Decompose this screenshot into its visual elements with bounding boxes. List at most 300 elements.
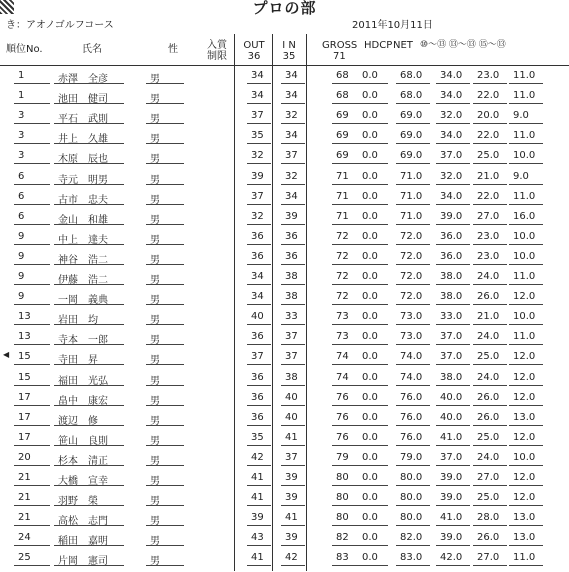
cell-underline [146, 304, 184, 305]
cell-in: 39 [285, 472, 298, 483]
cell-underline [473, 565, 507, 566]
cell-underline [14, 545, 50, 546]
cell-underline [54, 445, 124, 446]
cell-net: 79.0 [400, 451, 423, 463]
cell-underline [332, 224, 358, 225]
cell-segment1: 40.0 [440, 411, 463, 423]
cell-underline [332, 244, 358, 245]
cell-underline [281, 545, 305, 546]
cell-segment2: 24.0 [477, 451, 500, 463]
cell-gross: 76 [336, 391, 349, 403]
cell-hdcp: 0.0 [362, 90, 378, 102]
cell-underline [247, 485, 271, 486]
header-prize-line2: 制限 [207, 51, 227, 62]
cell-segment2: 26.0 [477, 391, 500, 403]
cell-name: 平石 武則 [58, 114, 108, 126]
cell-rank: 9 [18, 250, 25, 262]
cell-underline [358, 525, 388, 526]
cell-net: 71.0 [400, 170, 423, 182]
cell-sex: 男 [150, 395, 160, 407]
cell-underline [358, 284, 388, 285]
cell-net: 80.0 [400, 472, 423, 483]
cell-underline [146, 244, 184, 245]
cell-underline [396, 184, 430, 185]
margin-arrow-icon: ◀ [3, 350, 10, 359]
cell-underline [358, 364, 388, 365]
cell-underline [436, 405, 470, 406]
cell-underline [281, 244, 305, 245]
cell-underline [509, 284, 543, 285]
cell-underline [146, 565, 184, 566]
cell-underline [332, 525, 358, 526]
cell-name: 井上 久雄 [58, 134, 108, 146]
cell-out: 35 [251, 431, 264, 443]
cell-underline [332, 385, 358, 386]
cell-underline [146, 364, 184, 365]
cell-gross: 73 [336, 331, 349, 343]
cell-name: 渡辺 修 [58, 415, 98, 427]
cell-segment1: 33.0 [440, 311, 463, 323]
cell-rank: 17 [18, 391, 31, 403]
cell-underline [14, 163, 50, 164]
cell-segment3: 13.0 [513, 512, 536, 524]
cell-out: 34 [251, 70, 264, 81]
cell-underline [14, 103, 50, 104]
cell-in: 39 [285, 210, 298, 222]
cell-underline [281, 344, 305, 345]
cell-underline [247, 224, 271, 225]
cell-underline [473, 184, 507, 185]
cell-out: 36 [251, 371, 264, 383]
cell-hdcp: 0.0 [362, 331, 378, 343]
cell-underline [436, 244, 470, 245]
cell-underline [332, 83, 358, 84]
cell-gross: 80 [336, 492, 349, 504]
cell-out: 36 [251, 391, 264, 403]
cell-underline [396, 565, 430, 566]
cell-in: 38 [285, 371, 298, 383]
cell-segment3: 10.0 [513, 250, 536, 262]
cell-sex: 男 [150, 275, 160, 286]
cell-underline [14, 304, 50, 305]
cell-underline [396, 83, 430, 84]
cell-underline [436, 264, 470, 265]
cell-underline [54, 405, 124, 406]
cell-gross: 68 [336, 90, 349, 102]
cell-sex: 男 [150, 254, 160, 266]
cell-gross: 74 [336, 351, 349, 363]
cell-hdcp: 0.0 [362, 552, 378, 564]
cell-underline [436, 184, 470, 185]
cell-in: 37 [285, 451, 298, 463]
cell-out: 37 [251, 190, 264, 202]
cell-name: 岩田 均 [58, 315, 98, 327]
cell-underline [247, 465, 271, 466]
cell-underline [473, 163, 507, 164]
cell-underline [14, 244, 50, 245]
cell-gross: 72 [336, 250, 349, 262]
cell-underline [146, 344, 184, 345]
cell-gross: 79 [336, 451, 349, 463]
cell-hdcp: 0.0 [362, 411, 378, 423]
cell-underline [358, 83, 388, 84]
cell-underline [247, 385, 271, 386]
cell-underline [54, 284, 124, 285]
cell-underline [358, 324, 388, 325]
cell-underline [54, 163, 124, 164]
cell-out: 37 [251, 351, 264, 363]
cell-segment2: 27.0 [477, 472, 500, 483]
cell-underline [54, 324, 124, 325]
cell-segment2: 21.0 [477, 170, 500, 182]
cell-sex: 男 [150, 194, 160, 206]
cell-name: 一岡 義典 [58, 295, 108, 307]
cell-sex: 男 [150, 435, 160, 447]
cell-name: 畠中 康宏 [58, 395, 108, 407]
cell-segment2: 24.0 [477, 371, 500, 383]
cell-underline [509, 545, 543, 546]
cell-segment2: 26.0 [477, 291, 500, 303]
cell-segment2: 24.0 [477, 331, 500, 343]
cell-net: 82.0 [400, 532, 423, 544]
cell-hdcp: 0.0 [362, 70, 378, 81]
cell-gross: 68 [336, 70, 349, 81]
cell-underline [358, 103, 388, 104]
cell-underline [247, 545, 271, 546]
cell-segment2: 23.0 [477, 70, 500, 81]
header-in-par: 35 [282, 51, 296, 62]
cell-underline [436, 324, 470, 325]
cell-underline [396, 304, 430, 305]
cell-underline [473, 284, 507, 285]
cell-underline [281, 505, 305, 506]
cell-segment1: 41.0 [440, 431, 463, 443]
cell-underline [281, 525, 305, 526]
cell-underline [281, 163, 305, 164]
cell-segment2: 23.0 [477, 230, 500, 242]
cell-net: 76.0 [400, 391, 423, 403]
cell-segment3: 11.0 [513, 130, 536, 142]
cell-underline [281, 264, 305, 265]
cell-underline [14, 385, 50, 386]
cell-underline [473, 525, 507, 526]
cell-segment3: 12.0 [513, 472, 536, 483]
cell-gross: 76 [336, 411, 349, 423]
cell-underline [54, 425, 124, 426]
header-segments: ⑩～⑬ ⑬～⑬ ⑮～⑬ [420, 40, 506, 50]
cell-underline [281, 284, 305, 285]
cell-underline [14, 344, 50, 345]
cell-underline [281, 405, 305, 406]
cell-gross: 74 [336, 371, 349, 383]
cell-underline [509, 123, 543, 124]
cell-underline [281, 224, 305, 225]
cell-in: 40 [285, 391, 298, 403]
cell-out: 32 [251, 210, 264, 222]
cell-underline [14, 204, 50, 205]
cell-underline [396, 465, 430, 466]
cell-segment3: 12.0 [513, 291, 536, 303]
cell-segment1: 36.0 [440, 250, 463, 262]
cell-underline [509, 304, 543, 305]
cell-net: 74.0 [400, 351, 423, 363]
cell-underline [247, 103, 271, 104]
cell-gross: 71 [336, 170, 349, 182]
cell-segment3: 9.0 [513, 110, 529, 122]
cell-net: 72.0 [400, 271, 423, 282]
cell-underline [396, 425, 430, 426]
cell-net: 83.0 [400, 552, 423, 564]
cell-underline [396, 143, 430, 144]
header-in-label: I N [282, 40, 296, 51]
cell-hdcp: 0.0 [362, 291, 378, 303]
cell-out: 36 [251, 331, 264, 343]
cell-rank: 3 [18, 110, 25, 122]
cell-gross: 72 [336, 271, 349, 282]
cell-underline [509, 244, 543, 245]
cell-segment2: 24.0 [477, 271, 500, 282]
cell-underline [247, 304, 271, 305]
header-sex: 性 [168, 44, 178, 55]
cell-segment1: 34.0 [440, 190, 463, 202]
cell-underline [146, 184, 184, 185]
cell-rank: 6 [18, 190, 25, 202]
cell-underline [146, 485, 184, 486]
cell-segment2: 25.0 [477, 431, 500, 443]
cell-underline [14, 525, 50, 526]
cell-rank: 9 [18, 230, 25, 242]
cell-underline [281, 83, 305, 84]
cell-gross: 69 [336, 110, 349, 122]
cell-gross: 69 [336, 130, 349, 142]
cell-name: 寺田 昇 [58, 355, 98, 367]
cell-underline [54, 103, 124, 104]
cell-sex: 男 [150, 375, 160, 387]
cell-hdcp: 0.0 [362, 512, 378, 524]
cell-net: 69.0 [400, 150, 423, 162]
cell-underline [14, 485, 50, 486]
cell-in: 41 [285, 431, 298, 443]
cell-rank: 6 [18, 170, 25, 182]
cell-underline [396, 385, 430, 386]
cell-underline [473, 485, 507, 486]
cell-underline [396, 445, 430, 446]
cell-underline [358, 224, 388, 225]
cell-hdcp: 0.0 [362, 170, 378, 182]
cell-underline [358, 565, 388, 566]
cell-net: 74.0 [400, 371, 423, 383]
cell-underline [436, 163, 470, 164]
cell-segment1: 38.0 [440, 271, 463, 282]
cell-out: 40 [251, 311, 264, 323]
cell-underline [14, 143, 50, 144]
cell-segment1: 37.0 [440, 150, 463, 162]
cell-underline [509, 163, 543, 164]
cell-underline [358, 445, 388, 446]
cell-underline [473, 304, 507, 305]
cell-underline [146, 163, 184, 164]
cell-underline [54, 204, 124, 205]
cell-segment1: 39.0 [440, 532, 463, 544]
cell-underline [436, 304, 470, 305]
header-in [274, 40, 304, 62]
cell-sex: 男 [150, 335, 160, 347]
cell-in: 36 [285, 230, 298, 242]
cell-underline [281, 143, 305, 144]
cell-underline [146, 465, 184, 466]
cell-segment3: 13.0 [513, 532, 536, 544]
cell-underline [332, 405, 358, 406]
cell-underline [54, 143, 124, 144]
cell-name: 古市 忠夫 [58, 194, 108, 206]
cell-underline [396, 284, 430, 285]
cell-gross: 72 [336, 230, 349, 242]
cell-gross: 73 [336, 311, 349, 323]
cell-segment1: 36.0 [440, 230, 463, 242]
cell-underline [509, 505, 543, 506]
cell-segment2: 26.0 [477, 411, 500, 423]
cell-name: 中上 達夫 [58, 234, 108, 246]
cell-out: 36 [251, 250, 264, 262]
cell-underline [14, 324, 50, 325]
cell-underline [247, 204, 271, 205]
cell-in: 42 [285, 552, 298, 564]
cell-underline [436, 485, 470, 486]
cell-underline [146, 284, 184, 285]
cell-segment3: 10.0 [513, 311, 536, 323]
cell-underline [332, 304, 358, 305]
cell-underline [281, 425, 305, 426]
cell-underline [146, 143, 184, 144]
cell-underline [54, 565, 124, 566]
cell-name: 赤澤 全彦 [58, 74, 108, 85]
cell-underline [281, 465, 305, 466]
cell-out: 34 [251, 90, 264, 102]
cell-segment3: 11.0 [513, 331, 536, 343]
cell-underline [247, 525, 271, 526]
cell-hdcp: 0.0 [362, 532, 378, 544]
cell-underline [332, 344, 358, 345]
cell-sex: 男 [150, 496, 160, 508]
cell-underline [54, 83, 124, 84]
cell-rank: 3 [18, 130, 25, 142]
cell-segment3: 12.0 [513, 492, 536, 504]
cell-underline [396, 545, 430, 546]
cell-underline [14, 184, 50, 185]
cell-underline [436, 123, 470, 124]
cell-underline [436, 425, 470, 426]
cell-name: 福田 光弘 [58, 375, 108, 387]
cell-rank: 15 [18, 351, 31, 363]
cell-underline [14, 364, 50, 365]
cell-gross: 80 [336, 512, 349, 524]
cell-rank: 3 [18, 150, 25, 162]
cell-underline [473, 364, 507, 365]
cell-underline [146, 204, 184, 205]
cell-underline [473, 344, 507, 345]
cell-sex: 男 [150, 455, 160, 467]
cell-segment1: 42.0 [440, 552, 463, 564]
cell-underline [332, 425, 358, 426]
cell-underline [358, 505, 388, 506]
cell-segment1: 34.0 [440, 90, 463, 102]
header-hdcp: HDCP [364, 40, 393, 51]
cell-sex: 男 [150, 74, 160, 85]
cell-underline [436, 545, 470, 546]
cell-underline [247, 83, 271, 84]
cell-underline [509, 385, 543, 386]
cell-underline [473, 264, 507, 265]
cell-segment2: 25.0 [477, 492, 500, 504]
cell-underline [146, 83, 184, 84]
cell-segment2: 25.0 [477, 351, 500, 363]
cell-net: 76.0 [400, 411, 423, 423]
cell-segment1: 32.0 [440, 170, 463, 182]
cell-net: 72.0 [400, 291, 423, 303]
cell-sex: 男 [150, 295, 160, 307]
cell-rank: 24 [18, 532, 31, 544]
cell-gross: 82 [336, 532, 349, 544]
cell-in: 38 [285, 291, 298, 303]
header-rule [0, 65, 569, 66]
cell-rank: 17 [18, 411, 31, 423]
cell-name: 池田 健司 [58, 94, 108, 106]
cell-underline [358, 344, 388, 345]
cell-underline [54, 304, 124, 305]
cell-out: 32 [251, 150, 264, 162]
cell-name: 羽野 榮 [58, 496, 98, 508]
cell-underline [332, 465, 358, 466]
date-label: 2011年10月11日 [352, 20, 433, 31]
cell-segment3: 13.0 [513, 411, 536, 423]
cell-underline [146, 385, 184, 386]
header-prize-line1: 入賞 [207, 40, 227, 51]
cell-underline [473, 505, 507, 506]
cell-hdcp: 0.0 [362, 230, 378, 242]
table-row [0, 549, 569, 572]
cell-underline [396, 163, 430, 164]
cell-gross: 83 [336, 552, 349, 564]
cell-segment3: 9.0 [513, 170, 529, 182]
cell-underline [14, 405, 50, 406]
cell-underline [358, 184, 388, 185]
cell-segment3: 11.0 [513, 70, 536, 81]
cell-underline [436, 465, 470, 466]
cell-underline [54, 385, 124, 386]
cell-sex: 男 [150, 536, 160, 548]
cell-sex: 男 [150, 174, 160, 186]
cell-segment1: 40.0 [440, 391, 463, 403]
cell-underline [54, 123, 124, 124]
cell-underline [247, 425, 271, 426]
cell-underline [247, 565, 271, 566]
cell-underline [396, 204, 430, 205]
cell-underline [54, 344, 124, 345]
cell-in: 37 [285, 150, 298, 162]
cell-out: 43 [251, 532, 264, 544]
cell-underline [247, 284, 271, 285]
cell-segment3: 11.0 [513, 271, 536, 282]
cell-underline [14, 123, 50, 124]
cell-hdcp: 0.0 [362, 492, 378, 504]
cell-underline [281, 184, 305, 185]
cell-underline [332, 264, 358, 265]
cell-underline [146, 405, 184, 406]
cell-name: 寺本 一郎 [58, 335, 108, 347]
cell-underline [358, 123, 388, 124]
cell-rank: 1 [18, 90, 25, 102]
cell-sex: 男 [150, 556, 160, 568]
